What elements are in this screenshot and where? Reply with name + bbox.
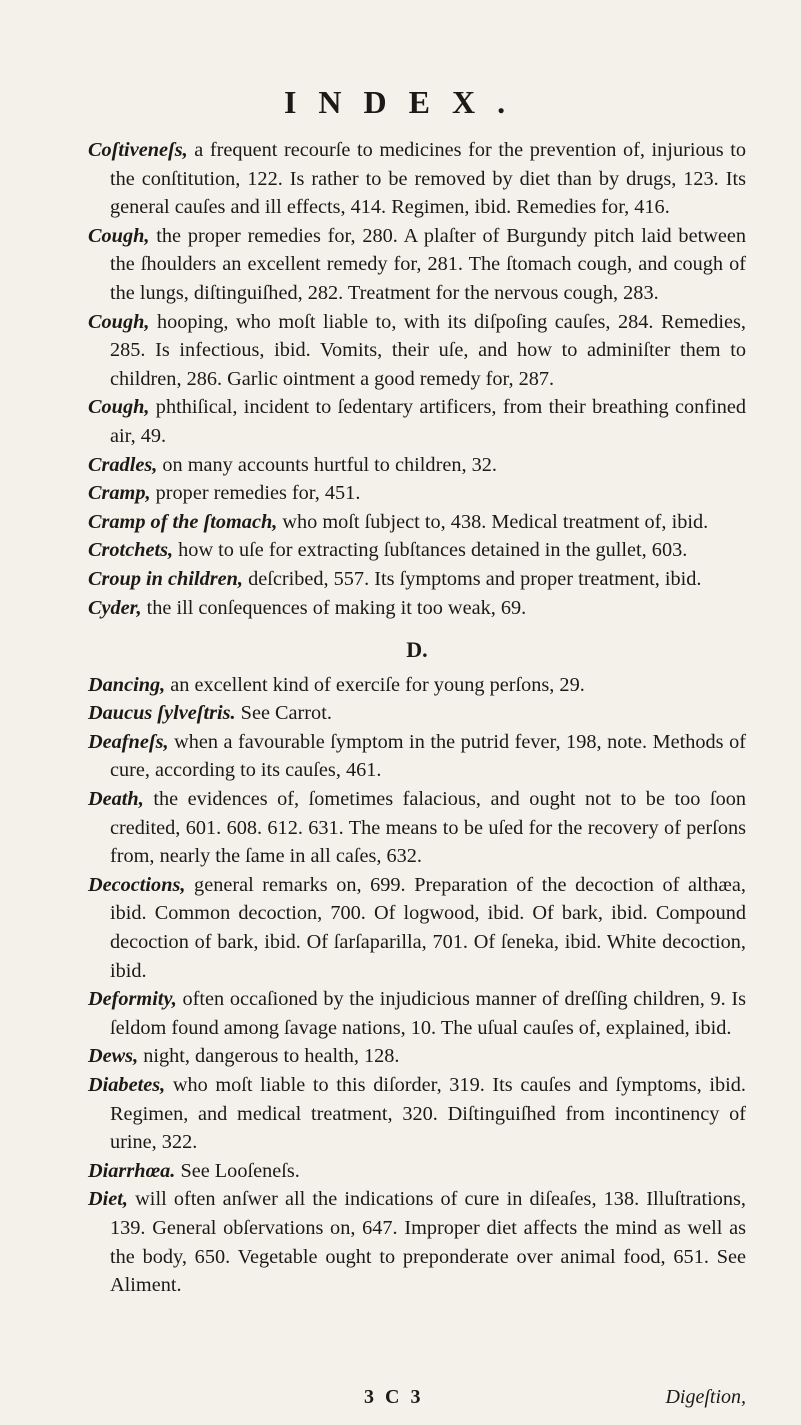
index-term: Death, — [88, 788, 144, 811]
index-entry — [88, 451, 746, 480]
index-term: Cramp, — [88, 482, 151, 505]
index-term: Cough, — [88, 310, 150, 333]
index-term: Cyder, — [88, 596, 142, 619]
entries-d — [88, 671, 746, 1300]
index-text: hooping, who moſt liable to, with its diſpoſing cauſes, 284. Remedies, 285. Is infectious, ibid. Vomits, their uſe, and how to adminiſter them to children, 286. Garlic ointment a good remedy for, 287. — [110, 310, 746, 390]
entries-c — [88, 136, 746, 622]
index-text: a frequent recourſe to medicines for the prevention of, injurious to the conſtitution, 122. Is rather to be removed by diet than by drugs, 123. Its general cauſes and ill effects, 414. Regimen, ibid. Remedies for, 416. — [110, 139, 746, 219]
signature-mark: 3 C 3 — [364, 1386, 424, 1408]
index-text: how to uſe for extracting ſubſtances detained in the gullet, 603. — [178, 539, 688, 562]
index-entry — [88, 985, 746, 1042]
index-term: Deafneſs, — [88, 730, 169, 753]
index-text: when a favourable ſymptom in the putrid fever, 198, note. Methods of cure, according to its cauſes, 461. — [110, 730, 746, 782]
index-entry — [88, 479, 746, 508]
index-term: Cramp of the ſtomach, — [88, 510, 278, 533]
index-entry — [88, 222, 746, 308]
page-title: INDEX. — [283, 84, 528, 120]
index-text: an excellent kind of exerciſe for young perſons, 29. — [170, 673, 585, 696]
index-entry — [88, 699, 746, 728]
index-text: proper remedies for, 451. — [155, 482, 361, 505]
index-entry — [88, 565, 746, 594]
index-entry — [88, 728, 746, 785]
index-text: See Carrot. — [240, 702, 332, 725]
index-text: on many accounts hurtful to children, 32. — [162, 453, 497, 476]
index-text: who moſt ſubject to, 438. Medical treatment of, ibid. — [282, 510, 709, 533]
index-text: phthiſical, incident to ſedentary artificers, from their breathing confined air, 49. — [110, 396, 746, 447]
index-entry — [88, 508, 746, 537]
index-term: Diabetes, — [88, 1074, 166, 1096]
index-entry — [88, 594, 746, 623]
index-term: Cough, — [88, 224, 150, 247]
index-term: Dews, — [88, 1045, 139, 1068]
index-text: See Looſeneſs. — [180, 1159, 300, 1182]
index-text: the ill conſequences of making it too weak, 69. — [146, 596, 527, 619]
index-entry — [88, 393, 746, 450]
index-text: who moſt liable to this diſorder, 319. Its cauſes and ſymptoms, ibid. Regimen, and medical treatment, 320. Diſtinguiſhed from incontinency of urine, 322. — [110, 1074, 746, 1154]
catchword: Digeſtion, — [665, 1386, 746, 1408]
index-entry — [88, 871, 746, 985]
index-term: Coſtiveneſs, — [88, 139, 188, 161]
index-term: Deformity, — [88, 988, 177, 1011]
index-text: the evidences of, ſometimes falacious, and ought not to be too ſoon credited, 601. 608. 612. 631. The means to be uſed for the recovery of perſons from, nearly the ſame in all caſes, 632. — [110, 788, 746, 868]
index-entries — [88, 136, 746, 1300]
index-term: Cough, — [88, 396, 150, 419]
index-text: often occaſioned by the injudicious manner of dreſſing children, 9. Is ſeldom found among ſavage nations, 10. The uſual cauſes of, explained, ibid. — [110, 988, 746, 1039]
index-entry — [88, 671, 746, 700]
index-text: will often anſwer all the indications of cure in diſeaſes, 138. Illuſtrations, 139. General obſervations on, 647. Improper diet affects the mind as well as the body, 650. Vegetable ought to preponderate over animal food, 651. See Aliment. — [110, 1188, 746, 1297]
index-term: Crotchets, — [88, 539, 174, 562]
page-footer — [88, 1386, 746, 1414]
index-term: Cradles, — [88, 453, 158, 476]
index-entry — [88, 1185, 746, 1299]
index-text: deſcribed, 557. Its ſymptoms and proper treatment, ibid. — [248, 567, 702, 590]
index-entry — [88, 1157, 746, 1186]
index-term: Dancing, — [88, 673, 166, 696]
index-text: night, dangerous to health, 128. — [143, 1045, 400, 1068]
index-entry — [88, 1042, 746, 1071]
index-term: Decoctions, — [88, 873, 186, 896]
index-entry — [88, 536, 746, 565]
index-term: Daucus ſylveſtris. — [88, 702, 236, 725]
index-text: general remarks on, 699. Preparation of the decoction of althæa, ibid. Common decoction, 700. Of logwood, ibid. Of bark, ibid. Compound decoction of bark, ibid. Of ſarſaparilla, 701. Of ſeneka, ibid. White decoction, ibid. — [110, 873, 747, 982]
index-term: Diet, — [88, 1188, 128, 1211]
index-term: Diarrhœa. — [88, 1159, 176, 1182]
index-entry — [88, 136, 746, 222]
index-entry — [88, 1071, 746, 1157]
index-term: Croup in children, — [88, 567, 243, 590]
index-text: the proper remedies for, 280. A plaſter of Burgundy pitch laid between the ſhoulders an excellent remedy for, 281. The ſtomach cough, and cough of the lungs, diſtinguiſhed, 282. Treatment for the nervous cough, 283. — [110, 224, 746, 304]
section-heading-d: D. — [406, 637, 428, 663]
index-entry — [88, 785, 746, 871]
index-entry — [88, 308, 746, 394]
